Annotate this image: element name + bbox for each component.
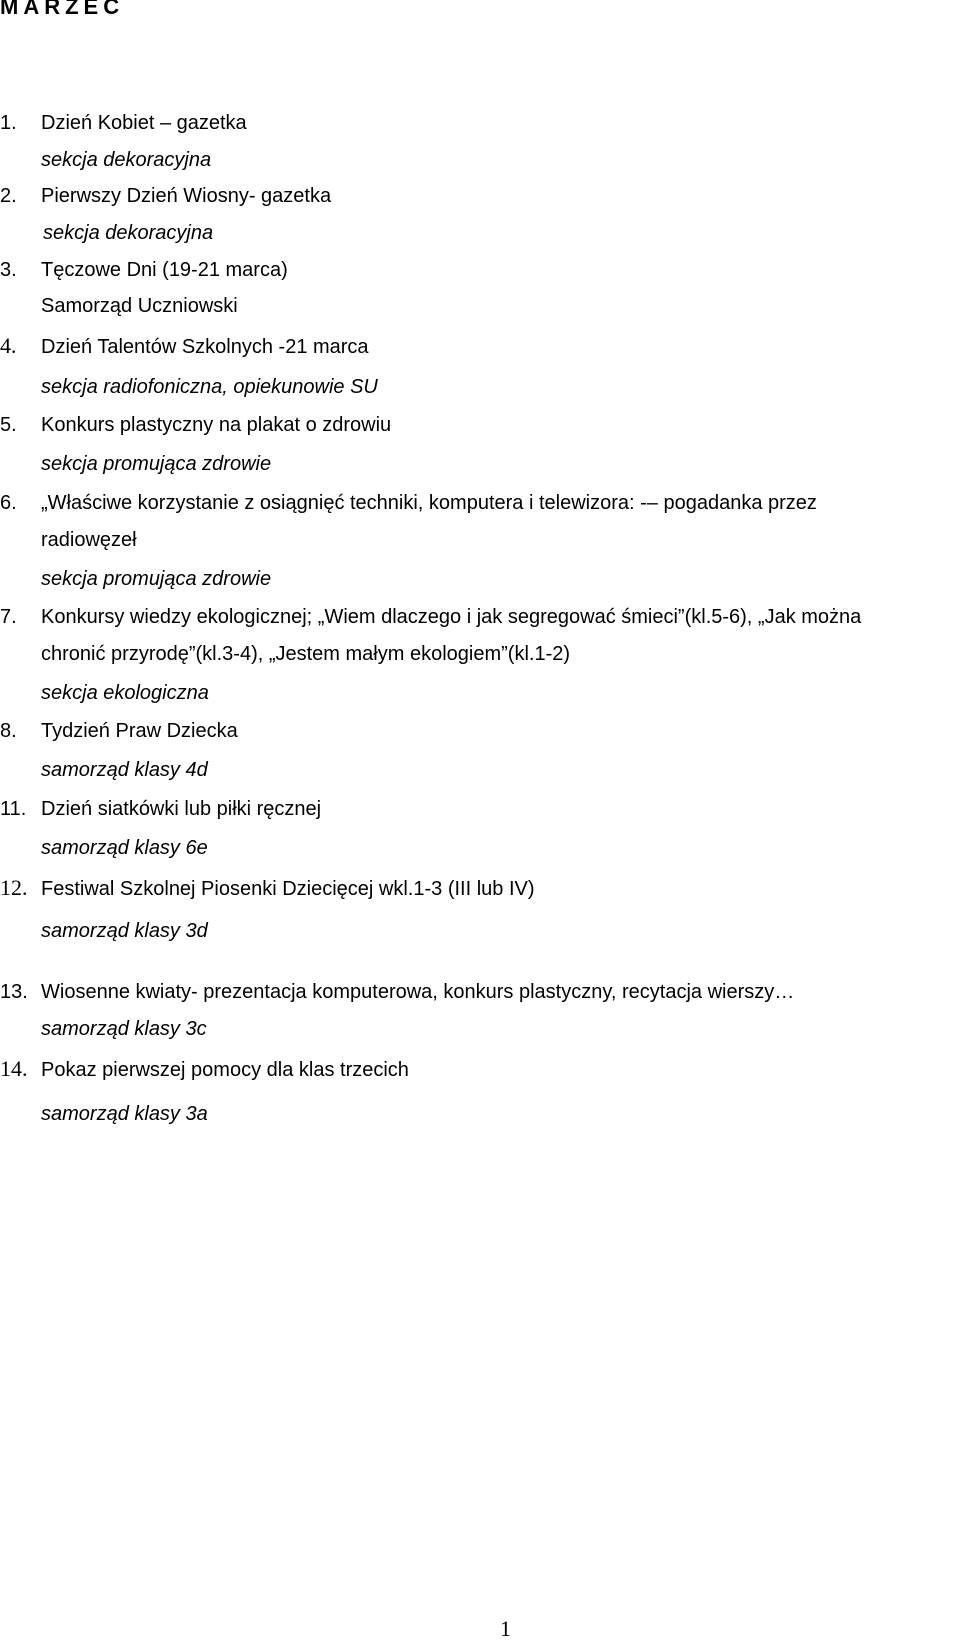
item-responsible: samorząd klasy 3d — [41, 920, 208, 942]
item-title: „Właściwe korzystanie z osiągnięć techniki, komputera i telewizora: -– pogadanka przez — [41, 492, 817, 514]
item-number: 6. — [0, 492, 17, 514]
item-title: Konkursy wiedzy ekologicznej; „Wiem dlaczego i jak segregować śmieci”(kl.5-6), „Jak można — [41, 606, 862, 628]
list-item-14 — [0, 1056, 409, 1083]
item-title: Pokaz pierwszej pomocy dla klas trzecich — [41, 1059, 409, 1081]
item-title: Tęczowe Dni (19-21 marca) — [41, 259, 288, 281]
list-item-3 — [0, 257, 288, 283]
item-number: 11. — [0, 798, 27, 820]
item-number: 8. — [0, 720, 17, 742]
item-number: 7. — [0, 606, 17, 628]
item-title: Wiosenne kwiaty- prezentacja komputerowa, konkurs plastyczny, recytacja wierszy… — [41, 981, 795, 1003]
item-responsible: sekcja promująca zdrowie — [41, 568, 272, 590]
item-number: 12. — [0, 875, 28, 900]
item-number: 5. — [0, 414, 17, 436]
item-number: 4. — [0, 333, 17, 358]
item-title-continuation: chronić przyrodę”(kl.3-4), „Jestem małym ekologiem”(kl.1-2) — [41, 643, 571, 665]
list-item-13 — [0, 979, 794, 1005]
item-title: Festiwal Szkolnej Piosenki Dziecięcej wkl.1-3 (III lub IV) — [41, 878, 535, 900]
list-item-5 — [0, 412, 391, 438]
item-title-continuation: radiowęzeł — [41, 529, 137, 551]
item-title: Pierwszy Dzień Wiosny- gazetka — [41, 185, 332, 207]
item-number: 1. — [0, 112, 17, 134]
item-title: Dzień Kobiet – gazetka — [41, 112, 247, 134]
list-item-4 — [0, 333, 369, 360]
item-number: 14. — [0, 1056, 28, 1081]
list-item-11 — [0, 796, 321, 822]
item-number: 3. — [0, 259, 17, 281]
list-item-6 — [0, 490, 817, 516]
list-item-2 — [0, 183, 331, 209]
page-number: 1 — [500, 1616, 511, 1641]
list-item-7 — [0, 604, 861, 630]
item-responsible: sekcja ekologiczna — [41, 682, 209, 704]
item-responsible: sekcja dekoracyjna — [43, 222, 214, 244]
item-responsible: sekcja promująca zdrowie — [41, 453, 272, 475]
page-heading: MARZEC — [0, 0, 125, 19]
list-item-12 — [0, 875, 535, 902]
item-title: Konkurs plastyczny na plakat o zdrowiu — [41, 414, 392, 436]
item-title: Tydzień Praw Dziecka — [41, 720, 238, 742]
item-number: 2. — [0, 185, 17, 207]
item-responsible: samorząd klasy 4d — [41, 759, 208, 781]
item-responsible: samorząd klasy 6e — [41, 837, 208, 859]
list-item-1 — [0, 110, 247, 136]
item-responsible: samorząd klasy 3a — [41, 1103, 208, 1125]
list-item-8 — [0, 718, 238, 744]
item-number: 13. — [0, 981, 28, 1003]
item-responsible: Samorząd Uczniowski — [41, 295, 238, 317]
item-responsible: sekcja dekoracyjna — [41, 149, 212, 171]
item-responsible: sekcja radiofoniczna, opiekunowie SU — [41, 376, 378, 398]
item-responsible: samorząd klasy 3c — [41, 1018, 207, 1040]
item-title: Dzień Talentów Szkolnych -21 marca — [41, 336, 369, 358]
item-title: Dzień siatkówki lub piłki ręcznej — [41, 798, 322, 820]
